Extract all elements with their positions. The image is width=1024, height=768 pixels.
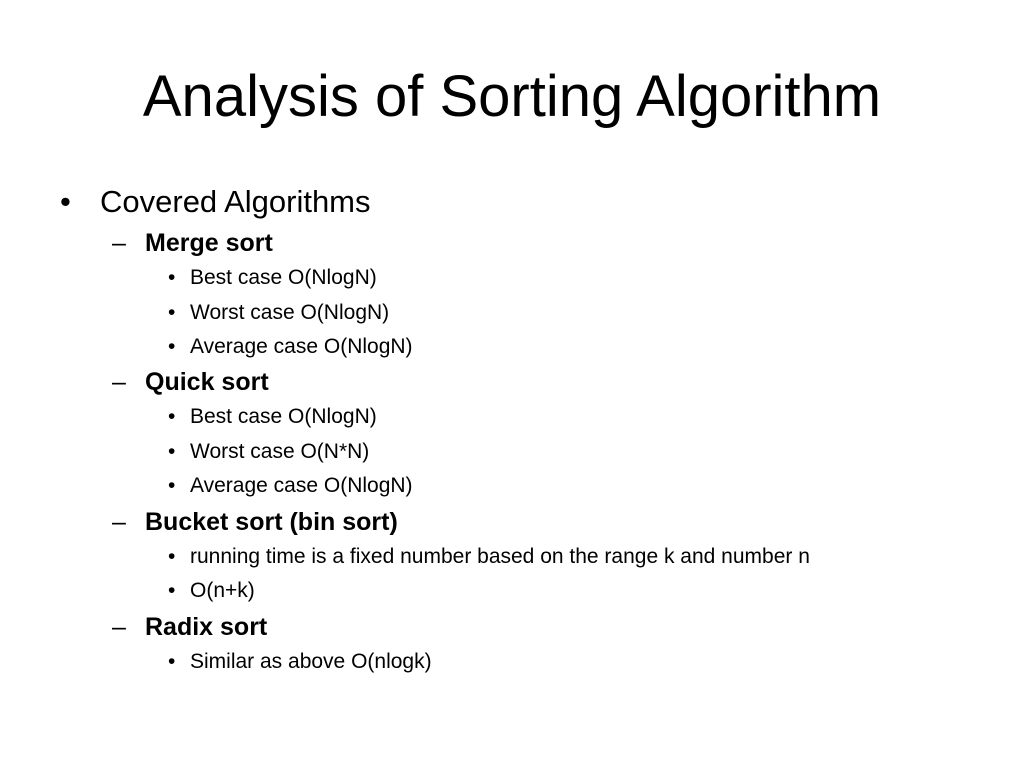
slide-title: Analysis of Sorting Algorithm [142,64,882,129]
algorithm-name: Bucket sort (bin sort) [145,508,398,536]
detail-text: O(n+k) [190,579,255,602]
detail-text: running time is a fixed number based on the range k and number n [190,545,810,568]
bullet-text: Covered Algorithms [100,184,371,219]
algorithm-name: Quick sort [145,368,269,396]
bullet-marker: • [168,301,176,324]
algorithm-name: Radix sort [145,613,268,641]
bullet-marker: • [168,266,176,289]
detail-text: Similar as above O(nlogk) [190,650,432,673]
detail-text: Average case O(NlogN) [190,474,413,497]
dash-marker: – [112,508,126,536]
detail-text: Worst case O(NlogN) [190,301,390,324]
detail-text: Worst case O(N*N) [190,440,370,463]
bullet-marker: • [168,440,176,463]
dash-marker: – [112,613,126,641]
bullet-marker: • [168,545,176,568]
detail-text: Best case O(NlogN) [190,405,377,428]
bullet-marker: • [168,405,176,428]
detail-text: Best case O(NlogN) [190,266,377,289]
bullet-marker: • [60,184,71,219]
dash-marker: – [112,368,126,396]
detail-text: Average case O(NlogN) [190,335,413,358]
bullet-marker: • [168,474,176,497]
bullet-marker: • [168,579,176,602]
dash-marker: – [112,229,126,257]
bullet-marker: • [168,335,176,358]
bullet-marker: • [168,650,176,673]
algorithm-name: Merge sort [145,229,273,257]
